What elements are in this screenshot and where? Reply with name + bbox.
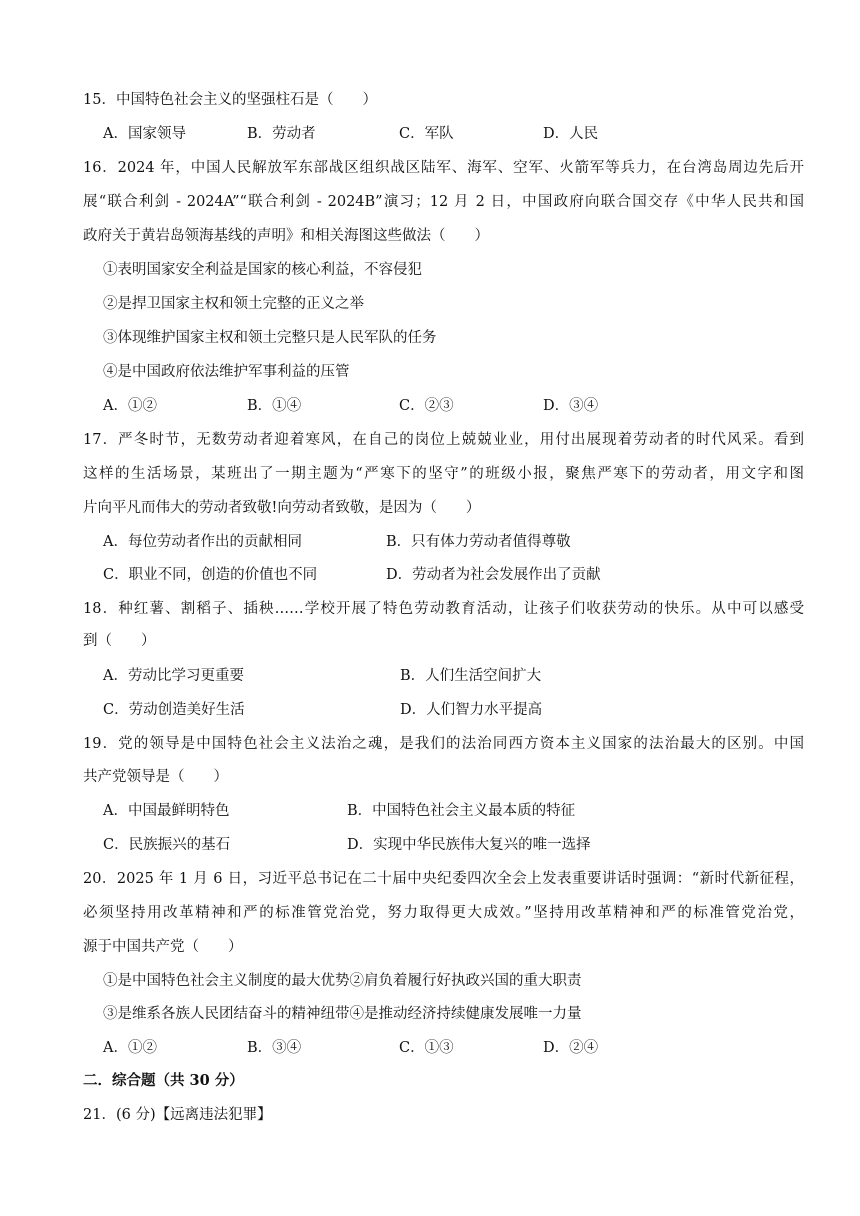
q16-stem-line-1: 16．2024 年，中国人民解放军东部战区组织战区陆军、海军、空军、火箭军等兵力，在台湾岛周边先后开: [83, 160, 804, 176]
q15-option-b: B．劳动者: [247, 126, 316, 142]
q16-option-b: B．①④: [247, 398, 302, 414]
q16-stem-line-3: 政府关于黄岩岛领海基线的声明》和相关海图这些做法（ ）: [83, 228, 489, 244]
q21-stem: 21．(6 分)【远离违法犯罪】: [83, 1107, 272, 1123]
q15-option-d: D．人民: [543, 126, 599, 142]
q20-stem-line-3: 源于中国共产党（ ）: [83, 939, 243, 955]
q20-statements-line-2: ③是维系各族人民团结奋斗的精神纽带④是推动经济持续健康发展唯一力量: [103, 1006, 582, 1022]
q18-option-c: C．劳动创造美好生活: [103, 702, 245, 718]
q20-stem-line-2: 必须坚持用改革精神和严的标准管党治党，努力取得更大成效。”坚持用改革精神和严的标准管党治党，: [83, 905, 804, 921]
q20-option-d: D．②④: [543, 1040, 599, 1056]
q16-statement-1: ①表明国家安全利益是国家的核心利益，不容侵犯: [103, 262, 422, 278]
q19-option-c: C．民族振兴的基石: [103, 837, 231, 853]
q17-stem-line-3: 片向平凡而伟大的劳动者致敬!向劳动者致敬，是因为（ ）: [83, 500, 481, 516]
q16-statement-4: ④是中国政府依法维护军事利益的压管: [103, 364, 350, 380]
q18-stem-line-2: 到（ ）: [83, 633, 156, 649]
q17-option-c: C．职业不同，创造的价值也不同: [103, 567, 318, 583]
q16-statement-2: ②是捍卫国家主权和领土完整的正义之举: [103, 296, 364, 312]
q16-option-c: C．②③: [399, 398, 454, 414]
q16-option-a: A．①②: [103, 398, 157, 414]
q16-option-d: D．③④: [543, 398, 599, 414]
q18-stem-line-1: 18．种红薯、割稻子、插秧……学校开展了特色劳动教育活动，让孩子们收获劳动的快乐。从中可以感受: [83, 601, 804, 617]
q16-statement-3: ③体现维护国家主权和领土完整只是人民军队的任务: [103, 330, 437, 346]
q20-statements-line-1: ①是中国特色社会主义制度的最大优势②肩负着履行好执政兴国的重大职责: [103, 973, 582, 989]
q19-stem-line-2: 共产党领导是（ ）: [83, 769, 228, 785]
q18-option-b: B．人们生活空间扩大: [400, 668, 542, 684]
q19-option-b: B．中国特色社会主义最本质的特征: [347, 803, 576, 819]
q18-option-d: D．人们智力水平提高: [400, 702, 543, 718]
q16-stem-line-2: 展“联合利剑 - 2024A”“联合利剑 - 2024B”演习；12 月 2 日，中国政府向联合国交存《中华人民共和国: [83, 194, 804, 210]
q20-option-a: A．①②: [103, 1040, 157, 1056]
q19-option-a: A．中国最鲜明特色: [103, 803, 230, 819]
q15-option-c: C．军队: [399, 126, 454, 142]
q17-stem-line-1: 17．严冬时节，无数劳动者迎着寒风，在自己的岗位上兢兢业业，用付出展现着劳动者的时代风采。看到: [83, 432, 804, 448]
q17-option-a: A．每位劳动者作出的贡献相同: [103, 534, 302, 550]
q19-stem-line-1: 19．党的领导是中国特色社会主义法治之魂，是我们的法治同西方资本主义国家的法治最大的区别。中国: [83, 736, 804, 752]
section-heading: 二．综合题（共 30 分）: [83, 1072, 244, 1089]
q17-option-d: D．劳动者为社会发展作出了贡献: [386, 567, 601, 583]
q18-option-a: A．劳动比学习更重要: [103, 668, 244, 684]
q17-stem-line-2: 这样的生活场景，某班出了一期主题为“严寒下的坚守”的班级小报，聚焦严寒下的劳动者，用文字和图: [83, 466, 804, 482]
q19-option-d: D．实现中华民族伟大复兴的唯一选择: [347, 837, 591, 853]
q15-option-a: A．国家领导: [103, 126, 186, 142]
q20-option-b: B．③④: [247, 1040, 302, 1056]
q15-stem: 15．中国特色社会主义的坚强柱石是（ ）: [83, 92, 377, 108]
q17-option-b: B．只有体力劳动者值得尊敬: [386, 534, 571, 550]
q20-option-c: C．①③: [399, 1040, 454, 1056]
q20-stem-line-1: 20．2025 年 1 月 6 日，习近平总书记在二十届中央纪委四次全会上发表重要讲话时强调：“新时代新征程，: [83, 871, 804, 887]
